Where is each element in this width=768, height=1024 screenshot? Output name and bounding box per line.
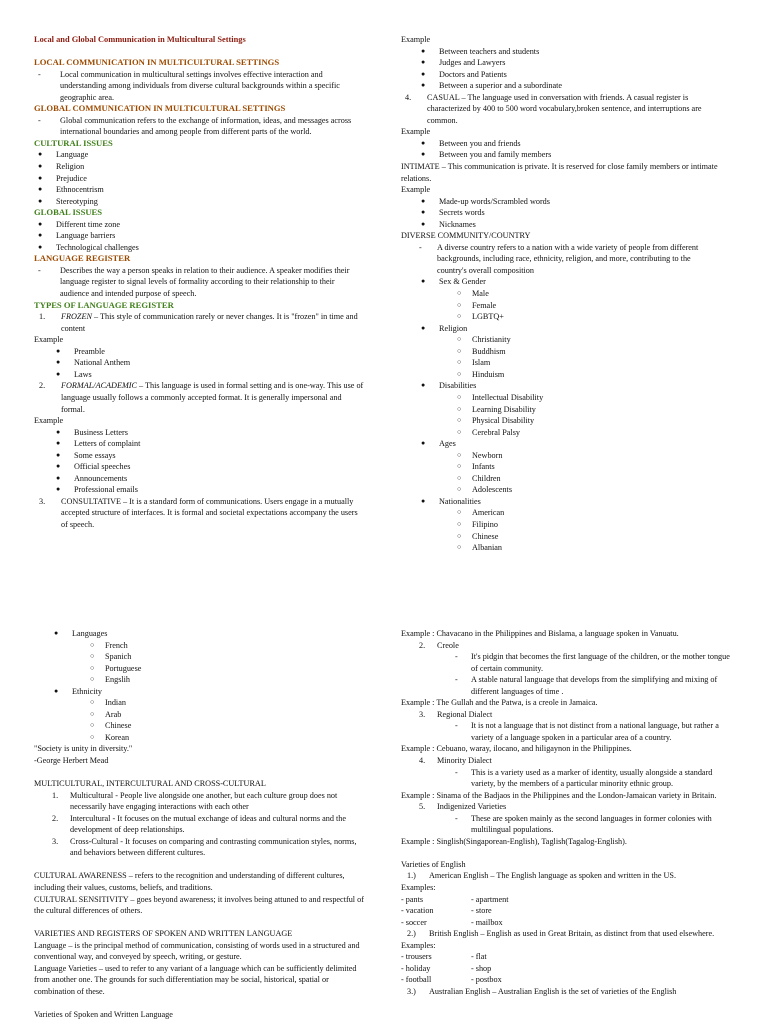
sub-item: ○ Infants bbox=[457, 462, 495, 472]
bullet-item: ● Judges and Lawyers bbox=[421, 58, 506, 68]
casual-examples-list bbox=[401, 138, 721, 161]
register-text-item: - Describes the way a person speaks in relation to their audience. A speaker modifies their language register to signal levels of formality according to their relationship to their audience and intended purpose of speech. bbox=[38, 265, 350, 299]
dash-item: - This is a variety used as a marker of identity, usually alongside a standard variety, by the members of a particular minority ethnic group. bbox=[455, 767, 713, 789]
bullet-item: ● Professional emails bbox=[56, 485, 138, 495]
group-label: ● Languages bbox=[54, 629, 108, 638]
language-definition: Language – is the principal method of communication, consisting of words used in a structured and conventional way, and conveyed by speech, writing, or gesture. bbox=[34, 940, 360, 962]
indigenized-item: 5. Indigenized Varieties bbox=[419, 802, 507, 812]
language-varieties: Language Varieties – used to refer to any variant of a language which can be sufficiently delimited from another one. The grounds for such differentiation may be social, historical, spatial or combination of these. bbox=[34, 963, 357, 996]
mic-item: 2. Intercultural - It focuses on the mutual exchange of ideas and cultural norms and the development of deep relationships. bbox=[52, 813, 347, 835]
sub-item: ○ Children bbox=[457, 473, 501, 483]
global-text-item: - Global communication refers to the exchange of information, ideas, and messages across international boundaries and among people from different parts of the world. bbox=[38, 115, 352, 137]
sub-item: ○ Female bbox=[457, 300, 497, 310]
consultative-examples-list bbox=[401, 46, 721, 92]
quote-author: -George Herbert Mead bbox=[34, 756, 109, 766]
sub-item: ○ Buddhism bbox=[457, 346, 506, 356]
bullet-item: ● Laws bbox=[56, 369, 92, 379]
bullet-item: ● Stereotyping bbox=[38, 196, 98, 206]
bullet-item: ● Business Letters bbox=[56, 427, 128, 437]
creole-item: 2. Creole bbox=[419, 640, 459, 650]
bullet-item: ● Preamble bbox=[56, 346, 105, 356]
bullet-item: ● Some essays bbox=[56, 450, 116, 460]
bullet-item: ● Technological challenges bbox=[38, 242, 139, 252]
group-label: ● Nationalities bbox=[421, 496, 481, 506]
frozen-examples-list bbox=[34, 346, 364, 381]
example-pair: - holiday - shop bbox=[401, 963, 492, 973]
minority-item: 4. Minority Dialect bbox=[419, 756, 492, 766]
diversity-groups-continued bbox=[34, 628, 364, 743]
british-pairs bbox=[401, 951, 731, 986]
australian-item: 3.) Australian English – Australian English is the set of varieties of the English bbox=[407, 986, 677, 996]
example-label: Example bbox=[401, 35, 431, 44]
types-heading: TYPES OF LANGUAGE REGISTER bbox=[34, 299, 174, 310]
mic-heading: MULTICULTURAL, INTERCULTURAL AND CROSS-CULTURAL bbox=[34, 779, 266, 789]
sub-item: ○ Korean bbox=[90, 732, 130, 742]
page1-left-column bbox=[34, 34, 364, 531]
american-item: 1.) American English – The English language as spoken and written in the US. bbox=[407, 871, 677, 881]
american-pairs bbox=[401, 894, 731, 929]
page2-left-column bbox=[34, 628, 364, 1021]
intimate-text: INTIMATE – This communication is private. It is reserved for close family members or intimate relations. bbox=[401, 162, 718, 183]
examples-label: Examples: bbox=[401, 940, 436, 950]
group-label: ● Ethnicity bbox=[54, 686, 103, 696]
sub-item: ○ LGBTQ+ bbox=[457, 312, 504, 322]
bullet-item: ● Between a superior and a subordinate bbox=[421, 81, 562, 91]
example-pair: - vacation - store bbox=[401, 906, 492, 916]
cultural-sensitivity: CULTURAL SENSITIVITY – goes beyond awareness; it involves being attuned to and respectful of the cultural differences of others. bbox=[34, 894, 364, 916]
example-minority: Example : Sinama of the Badjaos in the Philippines and the London-Jamaican variety in Britain. bbox=[401, 790, 717, 800]
bullet-item: ● Between teachers and students bbox=[421, 46, 540, 56]
global-issues-heading: GLOBAL ISSUES bbox=[34, 207, 103, 218]
english-varieties-heading: Varieties of English bbox=[401, 859, 466, 869]
regional-points bbox=[401, 720, 731, 743]
language-register-heading: LANGUAGE REGISTER bbox=[34, 253, 131, 264]
cultural-issues-heading: CULTURAL ISSUES bbox=[34, 137, 113, 148]
frozen-item: 1. FROZEN – This style of communication rarely or never changes. It is "frozen" in time and content bbox=[39, 312, 358, 333]
cultural-awareness: CULTURAL AWARENESS – refers to the recognition and understanding of different cultures, including their values, customs, beliefs, and traditions. bbox=[34, 871, 345, 893]
sub-item: ○ Albanian bbox=[457, 543, 503, 553]
group-label: ● Disabilities bbox=[421, 381, 477, 391]
sub-item: ○ Indian bbox=[90, 698, 126, 708]
quote: "Society is unity in diversity." bbox=[34, 744, 133, 754]
example-label: Example bbox=[34, 335, 64, 345]
bullet-item: ● Secrets words bbox=[421, 208, 485, 218]
bullet-item: ● Letters of complaint bbox=[56, 439, 141, 449]
group-label: ● Religion bbox=[421, 323, 468, 333]
diverse-heading: DIVERSE COMMUNITY/COUNTRY bbox=[401, 231, 531, 241]
bullet-item: ● Official speeches bbox=[56, 462, 131, 472]
global-issues-list bbox=[34, 219, 364, 254]
dash-item: - A stable natural language that develops from the simplifying and mixing of different languages of time . bbox=[455, 675, 718, 696]
spoken-written-label: Varieties of Spoken and Written Language bbox=[34, 1010, 173, 1020]
bullet-item: ● Nicknames bbox=[421, 219, 476, 229]
example-creole: Example : The Gullah and the Patwa, is a creole in Jamaica. bbox=[401, 698, 598, 708]
local-heading: LOCAL COMMUNICATION IN MULTICULTURAL SETTINGS bbox=[34, 57, 280, 68]
sub-item: ○ Cerebral Palsy bbox=[457, 427, 520, 437]
bullet-item: ● Doctors and Patients bbox=[421, 69, 507, 79]
example-pair: - pants - apartment bbox=[401, 894, 509, 904]
sub-item: ○ French bbox=[90, 640, 128, 650]
example-regional: Example : Cebuano, waray, ilocano, and hiligaynon in the Philippines. bbox=[401, 744, 632, 754]
bullet-item: ● Religion bbox=[38, 162, 85, 172]
diverse-text-item: - A diverse country refers to a nation with a wide variety of people from different backgrounds, including race, ethnicity, religion, and more, contributing to the country's overall composition bbox=[419, 242, 699, 275]
sub-item: ○ Adolescents bbox=[457, 485, 513, 495]
example-pair: - trousers - flat bbox=[401, 952, 487, 962]
formal-examples-list bbox=[34, 427, 364, 496]
sub-item: ○ Chinese bbox=[90, 721, 132, 731]
sub-item: ○ Engslih bbox=[90, 675, 131, 685]
bullet-item: ● Announcements bbox=[56, 473, 128, 483]
sub-item: ○ Male bbox=[457, 289, 489, 299]
bullet-item: ● Different time zone bbox=[38, 219, 120, 229]
british-item: 2.) British English – English as used in Great Britain, as distinct from that used elsewhere. bbox=[407, 929, 715, 939]
intimate-examples-list bbox=[401, 196, 721, 231]
creole-points bbox=[401, 651, 731, 697]
bullet-item: ● Language barriers bbox=[38, 231, 116, 241]
sub-item: ○ Physical Disability bbox=[457, 416, 535, 426]
dash-item: - It's pidgin that becomes the first language of the children, or the mother tongue of certain community. bbox=[455, 652, 730, 673]
regional-item: 3. Regional Dialect bbox=[419, 709, 493, 719]
mic-item: 1. Multicultural - People live alongside one another, but each culture group does not necessarily have engaging interactions with each other bbox=[52, 790, 338, 812]
sub-item: ○ Hinduism bbox=[457, 369, 505, 379]
sub-item: ○ Portuguese bbox=[90, 663, 142, 673]
sub-item: ○ Spanich bbox=[90, 652, 132, 662]
sub-item: ○ Filipino bbox=[457, 519, 498, 529]
indigenized-points bbox=[401, 813, 731, 836]
global-heading: GLOBAL COMMUNICATION IN MULTICULTURAL SETTINGS bbox=[34, 103, 286, 114]
example-pair: - football - postbox bbox=[401, 975, 502, 985]
sub-item: ○ Intellectual Disability bbox=[457, 392, 544, 402]
mic-list bbox=[34, 790, 364, 859]
sub-item: ○ Learning Disability bbox=[457, 404, 536, 414]
bullet-item: ● Between you and friends bbox=[421, 138, 521, 148]
sub-item: ○ Islam bbox=[457, 358, 491, 368]
example-label: Example bbox=[34, 416, 64, 426]
mic-item: 3. Cross-Cultural - It focuses on comparing and contrasting communication styles, norms, and behaviors between different cultures. bbox=[52, 836, 357, 858]
bullet-item: ● Prejudice bbox=[38, 173, 87, 183]
example-label: Example bbox=[401, 127, 431, 137]
minority-points bbox=[401, 767, 731, 790]
bullet-item: ● Made-up words/Scrambled words bbox=[421, 196, 550, 206]
dash-item: - It is not a language that is not distinct from a national language, but rather a variety of a language spoken in a particular area of a country. bbox=[455, 721, 719, 742]
dash-item: - These are spoken mainly as the second languages in former colonies with multilingual populations. bbox=[455, 813, 712, 835]
bullet-item: ● Between you and family members bbox=[421, 150, 552, 160]
examples-label: Examples: bbox=[401, 883, 436, 893]
local-text-item: - Local communication in multicultural settings involves effective interaction and understanding among individuals from diverse cultural backgrounds within a specific geographic area. bbox=[38, 69, 340, 102]
diversity-groups bbox=[401, 276, 721, 553]
page2-right-column bbox=[401, 628, 731, 998]
consultative-item: 3. CONSULTATIVE – It is a standard form of communications. Users engage in a mutually accepted structure of interfaces. It is formal and societal expectations accompany the users of speech. bbox=[39, 496, 358, 529]
page1-right-column bbox=[401, 34, 721, 554]
example-indigenized: Example : Singlish(Singaporean-English), Taglish(Tagalog-English). bbox=[401, 836, 627, 846]
sub-item: ○ American bbox=[457, 508, 505, 518]
bullet-item: ● National Anthem bbox=[56, 358, 131, 368]
group-label: ● Sex & Gender bbox=[421, 277, 486, 287]
sub-item: ○ Arab bbox=[90, 709, 122, 719]
varieties-heading: VARIETIES AND REGISTERS OF SPOKEN AND WRITTEN LANGUAGE bbox=[34, 929, 293, 939]
formal-item: 2. FORMAL/ACADEMIC – This language is used in formal setting and is one-way. This use of language usually follows a commonly accepted format. It is generally impersonal and formal. bbox=[39, 381, 364, 414]
cultural-issues-list bbox=[34, 149, 364, 207]
sub-item: ○ Christianity bbox=[457, 335, 511, 345]
bullet-item: ● Ethnocentrism bbox=[38, 185, 104, 195]
example-pidgin: Example : Chavacano in the Philippines and Bislama, a language spoken in Vanuatu. bbox=[401, 629, 679, 638]
sub-item: ○ Chinese bbox=[457, 531, 499, 541]
bullet-item: ● Language bbox=[38, 150, 89, 160]
casual-item: 4. CASUAL – The language used in conversation with friends. A casual register is characterized by 400 to 500 word vocabulary,broken sentence, and interruptions are common. bbox=[405, 92, 702, 125]
group-label: ● Ages bbox=[421, 439, 456, 449]
example-pair: - soccer - mailbox bbox=[401, 917, 503, 927]
sub-item: ○ Newborn bbox=[457, 450, 503, 460]
document-title: Local and Global Communication in Multicultural Settings bbox=[34, 35, 246, 44]
example-label: Example bbox=[401, 185, 431, 195]
